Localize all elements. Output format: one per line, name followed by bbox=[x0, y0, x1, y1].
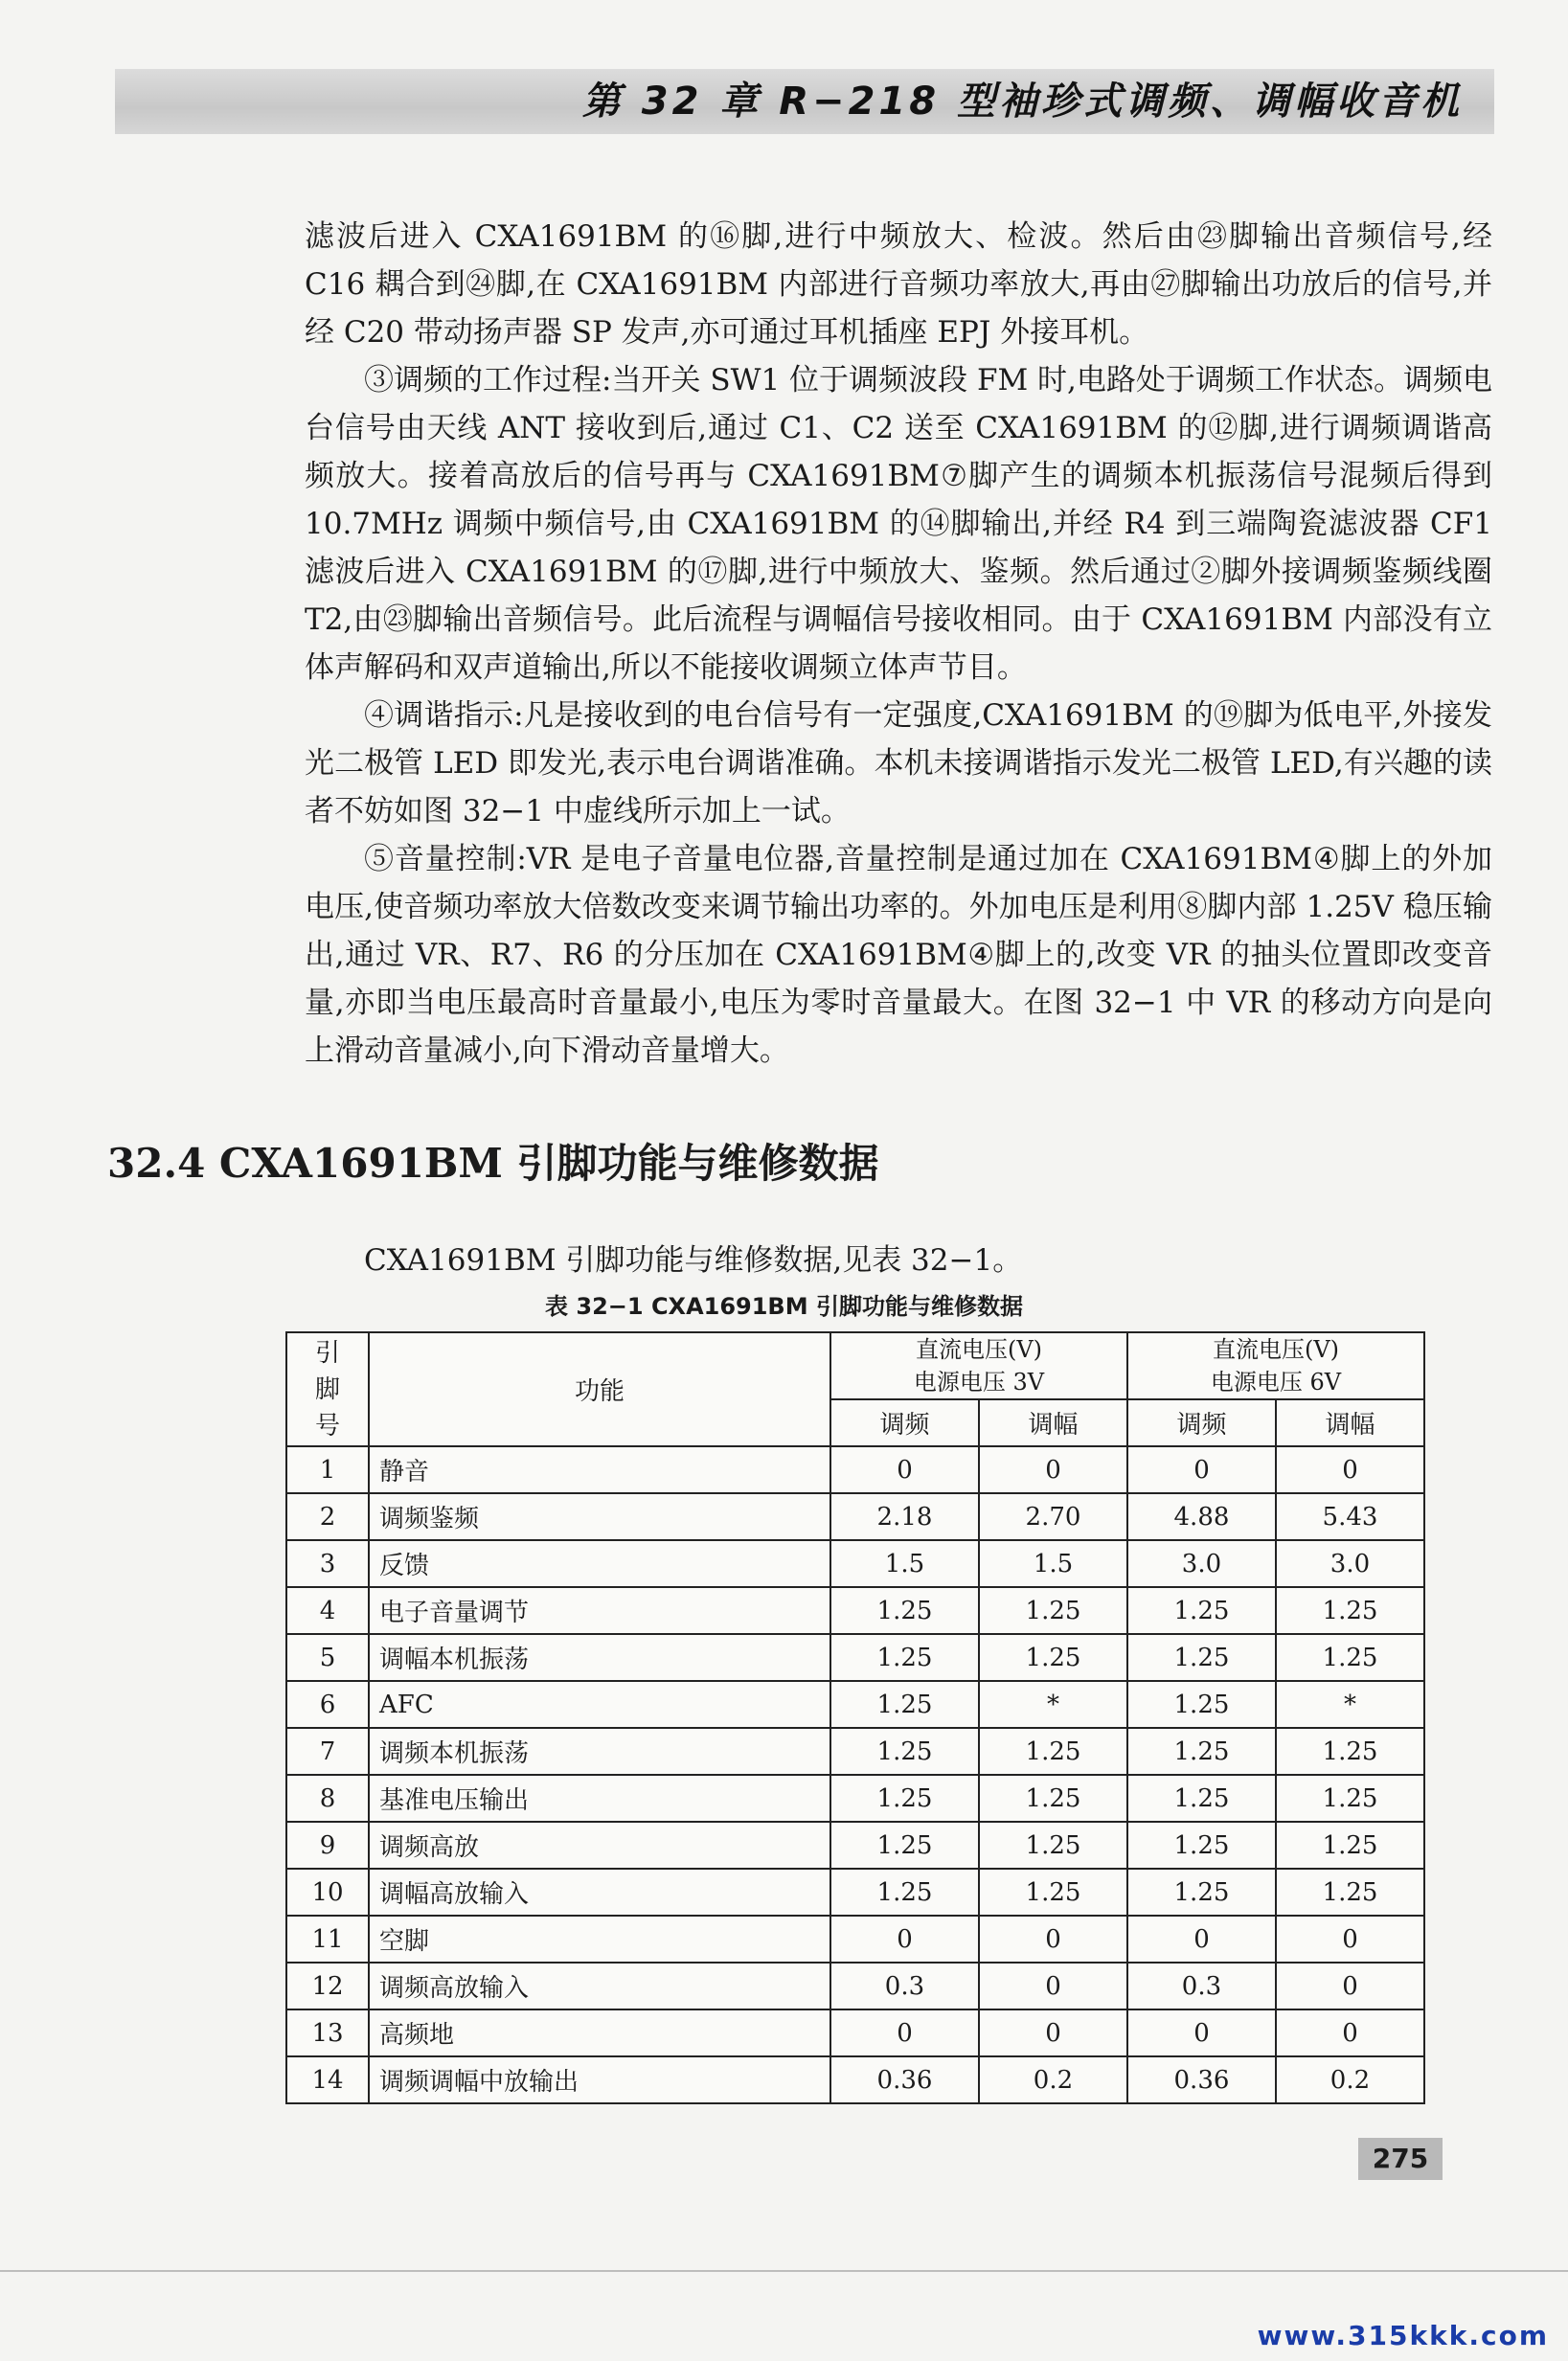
am-3v-cell: 0 bbox=[979, 2009, 1127, 2056]
am-6v-cell: 1.25 bbox=[1276, 1587, 1424, 1634]
am-6v-cell: 0 bbox=[1276, 2009, 1424, 2056]
am-3v-cell: 1.25 bbox=[979, 1587, 1127, 1634]
pin-cell: 14 bbox=[286, 2056, 369, 2103]
table-row bbox=[286, 2009, 1424, 2056]
function-cell: 电子音量调节 bbox=[369, 1587, 830, 1634]
fm-6v-cell: 3.0 bbox=[1127, 1540, 1276, 1587]
function-cell: 调频本机振荡 bbox=[369, 1728, 830, 1775]
am-3v-cell: 1.5 bbox=[979, 1540, 1127, 1587]
fm-6v-cell: 0 bbox=[1127, 2009, 1276, 2056]
table-row bbox=[286, 2056, 1424, 2103]
fm-3v-cell: 1.5 bbox=[830, 1540, 979, 1587]
chapter-title: 第 32 章 R−218 型袖珍式调频、调幅收音机 bbox=[581, 79, 1463, 124]
am-6v-cell: 0 bbox=[1276, 1446, 1424, 1493]
body-paragraph: ⑤音量控制:VR 是电子音量电位器,音量控制是通过加在 CXA1691BM④脚上的外加电压,使音频功率放大倍数改变来调节输出功率的。外加电压是利用⑧脚内部 1.25V 稳压输出,通过 VR、R7、R6 的分压加在 CXA1691BM④脚上的,改变 VR 的抽头位置即改变音量,亦即当电压最高时音量最小,电压为零时音量最大。在图 32−1 中 VR 的移动方向是向上滑动音量减小,向下滑动音量增大。 bbox=[305, 842, 1492, 1068]
fm-3v-cell: 0.3 bbox=[830, 1963, 979, 2009]
fm-6v-cell: 0 bbox=[1127, 1446, 1276, 1493]
fm-6v-cell: 1.25 bbox=[1127, 1775, 1276, 1822]
am-6v-cell: * bbox=[1276, 1681, 1424, 1728]
fm-3v-cell: 1.25 bbox=[830, 1587, 979, 1634]
voltage-6v-header: 直流电压(V) 电源电压 6V bbox=[1127, 1332, 1424, 1399]
pin-cell: 9 bbox=[286, 1822, 369, 1869]
fm-3v-cell: 0 bbox=[830, 2009, 979, 2056]
fm-6v-cell: 0 bbox=[1127, 1916, 1276, 1963]
am-6v-cell: 0 bbox=[1276, 1916, 1424, 1963]
pin-cell: 5 bbox=[286, 1634, 369, 1681]
function-cell: AFC bbox=[369, 1681, 830, 1728]
fm-3v-cell: 1.25 bbox=[830, 1728, 979, 1775]
table-row bbox=[286, 1540, 1424, 1587]
am-6v-cell: 0.2 bbox=[1276, 2056, 1424, 2103]
fm-3v-cell: 1.25 bbox=[830, 1775, 979, 1822]
function-cell: 基准电压输出 bbox=[369, 1775, 830, 1822]
table-row bbox=[286, 1493, 1424, 1540]
pin-cell: 4 bbox=[286, 1587, 369, 1634]
fm-3v-cell: 2.18 bbox=[830, 1493, 979, 1540]
pin-number-header: 引 脚 号 bbox=[286, 1332, 369, 1446]
site-watermark: www.315kkk.com bbox=[1257, 2320, 1549, 2351]
pin-cell: 12 bbox=[286, 1963, 369, 2009]
fm-3v-cell: 1.25 bbox=[830, 1634, 979, 1681]
am-3v-cell: 1.25 bbox=[979, 1634, 1127, 1681]
am-3v-cell: 1.25 bbox=[979, 1775, 1127, 1822]
function-cell: 调频高放 bbox=[369, 1822, 830, 1869]
function-cell: 高频地 bbox=[369, 2009, 830, 2056]
fm-3v-cell: 1.25 bbox=[830, 1681, 979, 1728]
voltage-3v-header: 直流电压(V) 电源电压 3V bbox=[830, 1332, 1127, 1399]
pin-cell: 1 bbox=[286, 1446, 369, 1493]
fm-6v-cell: 1.25 bbox=[1127, 1634, 1276, 1681]
table-row bbox=[286, 1869, 1424, 1916]
fm-6v-cell: 1.25 bbox=[1127, 1728, 1276, 1775]
fm-3v-cell: 0.36 bbox=[830, 2056, 979, 2103]
pin-cell: 7 bbox=[286, 1728, 369, 1775]
function-cell: 静音 bbox=[369, 1446, 830, 1493]
pin-cell: 3 bbox=[286, 1540, 369, 1587]
table-caption: 表 32−1 CXA1691BM 引脚功能与维修数据 bbox=[545, 1293, 1023, 1320]
am-3v-cell: 0 bbox=[979, 1916, 1127, 1963]
am-6v-cell: 1.25 bbox=[1276, 1869, 1424, 1916]
table-row bbox=[286, 1446, 1424, 1493]
am-3v-cell: * bbox=[979, 1681, 1127, 1728]
pin-cell: 11 bbox=[286, 1916, 369, 1963]
am-6v-cell: 0 bbox=[1276, 1963, 1424, 2009]
fm-3v-cell: 0 bbox=[830, 1446, 979, 1493]
table-header-row bbox=[286, 1332, 1424, 1399]
function-cell: 调频鉴频 bbox=[369, 1493, 830, 1540]
body-paragraph: ④调谐指示:凡是接收到的电台信号有一定强度,CXA1691BM 的⑲脚为低电平,外接发光二极管 LED 即发光,表示电台调谐准确。本机未接调谐指示发光二极管 LED,有兴趣的读者不妨如图 32−1 中虚线所示加上一试。 bbox=[305, 698, 1492, 829]
pin-cell: 8 bbox=[286, 1775, 369, 1822]
fm-6v-cell: 1.25 bbox=[1127, 1587, 1276, 1634]
am-3v-cell: 2.70 bbox=[979, 1493, 1127, 1540]
pin-cell: 10 bbox=[286, 1869, 369, 1916]
table-intro: CXA1691BM 引脚功能与维修数据,见表 32−1。 bbox=[364, 1243, 1023, 1278]
am-3v-cell: 1.25 bbox=[979, 1728, 1127, 1775]
am-6v-header: 调幅 bbox=[1276, 1399, 1424, 1446]
fm-3v-cell: 1.25 bbox=[830, 1869, 979, 1916]
am-6v-cell: 1.25 bbox=[1276, 1634, 1424, 1681]
am-6v-cell: 1.25 bbox=[1276, 1822, 1424, 1869]
am-3v-cell: 1.25 bbox=[979, 1822, 1127, 1869]
am-3v-header: 调幅 bbox=[979, 1399, 1127, 1446]
function-cell: 调幅本机振荡 bbox=[369, 1634, 830, 1681]
fm-6v-cell: 1.25 bbox=[1127, 1822, 1276, 1869]
table-row bbox=[286, 1634, 1424, 1681]
pin-cell: 13 bbox=[286, 2009, 369, 2056]
function-cell: 调幅高放输入 bbox=[369, 1869, 830, 1916]
table-row bbox=[286, 1728, 1424, 1775]
fm-6v-cell: 0.3 bbox=[1127, 1963, 1276, 2009]
fm-6v-cell: 4.88 bbox=[1127, 1493, 1276, 1540]
fm-6v-header: 调频 bbox=[1127, 1399, 1276, 1446]
body-paragraph: 滤波后进入 CXA1691BM 的⑯脚,进行中频放大、检波。然后由㉓脚输出音频信号,经 C16 耦合到㉔脚,在 CXA1691BM 内部进行音频功率放大,再由㉗脚输出功放后的信号,并经 C20 带动扬声器 SP 发声,亦可通过耳机插座 EPJ 外接耳机。 bbox=[305, 219, 1492, 350]
function-cell: 调频高放输入 bbox=[369, 1963, 830, 2009]
am-3v-cell: 0 bbox=[979, 1446, 1127, 1493]
table-row bbox=[286, 1681, 1424, 1728]
table-row bbox=[286, 1775, 1424, 1822]
function-cell: 空脚 bbox=[369, 1916, 830, 1963]
am-6v-cell: 1.25 bbox=[1276, 1728, 1424, 1775]
function-cell: 反馈 bbox=[369, 1540, 830, 1587]
fm-6v-cell: 1.25 bbox=[1127, 1681, 1276, 1728]
page-divider bbox=[0, 2270, 1568, 2272]
body-paragraph: ③调频的工作过程:当开关 SW1 位于调频波段 FM 时,电路处于调频工作状态。调频电台信号由天线 ANT 接收到后,通过 C1、C2 送至 CXA1691BM 的⑫脚,进行调频调谐高频放大。接着高放后的信号再与 CXA1691BM⑦脚产生的调频本机振荡信号混频后得到 10.7MHz 调频中频信号,由 CXA1691BM 的⑭脚输出,并经 R4 到三端陶瓷滤波器 CF1 滤波后进入 CXA1691BM 的⑰脚,进行中频放大、鉴频。然后通过②脚外接调频鉴频线圈 T2,由㉓脚输出音频信号。此后流程与调幅信号接收相同。由于 CXA1691BM 内部没有立体声解码和双声道输出,所以不能接收调频立体声节目。 bbox=[305, 363, 1492, 685]
section-heading: 32.4 CXA1691BM 引脚功能与维修数据 bbox=[107, 1140, 879, 1187]
body-text bbox=[305, 213, 1492, 1075]
page-number: 275 bbox=[1358, 2138, 1443, 2180]
table-row bbox=[286, 1963, 1424, 2009]
function-header: 功能 bbox=[369, 1332, 830, 1446]
am-3v-cell: 0 bbox=[979, 1963, 1127, 2009]
table-row bbox=[286, 1587, 1424, 1634]
pin-data-table bbox=[285, 1331, 1425, 2104]
fm-3v-cell: 0 bbox=[830, 1916, 979, 1963]
am-6v-cell: 1.25 bbox=[1276, 1775, 1424, 1822]
fm-3v-header: 调频 bbox=[830, 1399, 979, 1446]
table-row bbox=[286, 1916, 1424, 1963]
am-3v-cell: 1.25 bbox=[979, 1869, 1127, 1916]
am-6v-cell: 3.0 bbox=[1276, 1540, 1424, 1587]
fm-3v-cell: 1.25 bbox=[830, 1822, 979, 1869]
fm-6v-cell: 0.36 bbox=[1127, 2056, 1276, 2103]
pin-cell: 6 bbox=[286, 1681, 369, 1728]
table-row bbox=[286, 1822, 1424, 1869]
fm-6v-cell: 1.25 bbox=[1127, 1869, 1276, 1916]
am-3v-cell: 0.2 bbox=[979, 2056, 1127, 2103]
function-cell: 调频调幅中放输出 bbox=[369, 2056, 830, 2103]
table-body bbox=[286, 1446, 1424, 2103]
am-6v-cell: 5.43 bbox=[1276, 1493, 1424, 1540]
pin-cell: 2 bbox=[286, 1493, 369, 1540]
